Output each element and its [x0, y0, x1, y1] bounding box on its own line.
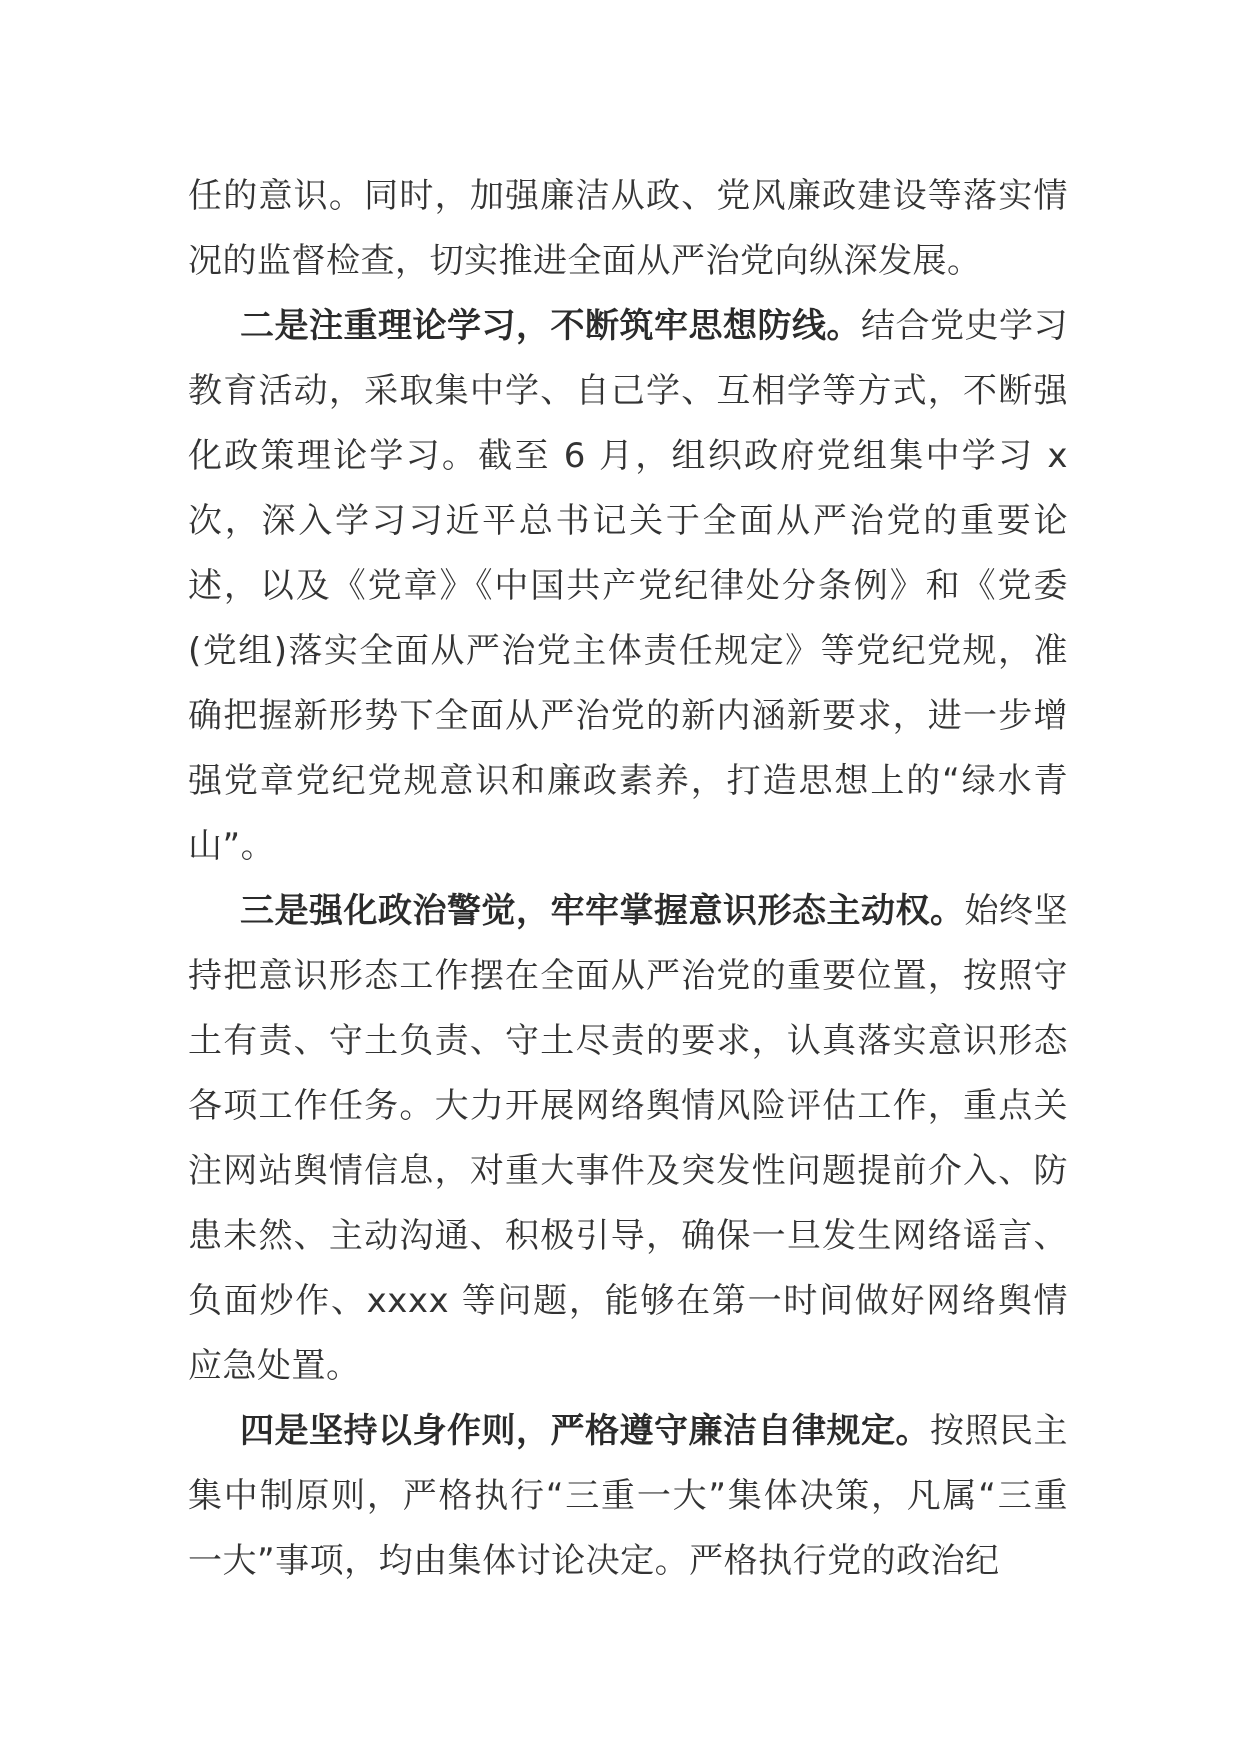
paragraph-self-discipline — [188, 1399, 1068, 1594]
paragraph-lead: 三是强化政治警觉，牢牢掌握意识形态主动权。 — [240, 891, 965, 931]
paragraph-continuation — [188, 164, 1068, 294]
paragraph-theory-study — [188, 294, 1068, 879]
paragraph-text: 按照民主集中制原则，严格执行“三重一大”集体决策，凡属“三重一大”事项，均由集体讨论决定。严格执行党的政治纪 — [188, 1411, 1068, 1581]
paragraph-text: 始终坚持把意识形态工作摆在全面从严治党的重要位置，按照守土有责、守土负责、守土尽责的要求，认真落实意识形态各项工作任务。大力开展网络舆情风险评估工作，重点关注网站舆情信息，对重大事件及突发性问题提前介入、防患未然、主动沟通、积极引导，确保一旦发生网络谣言、负面炒作、xxxx 等问题，能够在第一时间做好网络舆情应急处置。 — [188, 891, 1068, 1386]
paragraph-political-vigilance — [188, 879, 1068, 1399]
paragraph-text: 任的意识。同时，加强廉洁从政、党风廉政建设等落实情况的监督检查，切实推进全面从严治党向纵深发展。 — [188, 176, 1068, 281]
paragraph-lead: 二是注重理论学习，不断筑牢思想防线。 — [240, 306, 861, 346]
document-body — [188, 164, 1068, 1594]
paragraph-lead: 四是坚持以身作则，严格遵守廉洁自律规定。 — [240, 1411, 930, 1451]
paragraph-text: 结合党史学习教育活动，采取集中学、自己学、互相学等方式，不断强化政策理论学习。截至 6 月，组织政府党组集中学习 x 次，深入学习习近平总书记关于全面从严治党的重要论述，以及《党章》《中国共产党纪律处分条例》和《党委(党组)落实全面从严治党主体责任规定》等党纪党规，准确把握新形势下全面从严治党的新内涵新要求，进一步增强党章党纪党规意识和廉政素养，打造思想上的“绿水青山”。 — [188, 306, 1068, 866]
